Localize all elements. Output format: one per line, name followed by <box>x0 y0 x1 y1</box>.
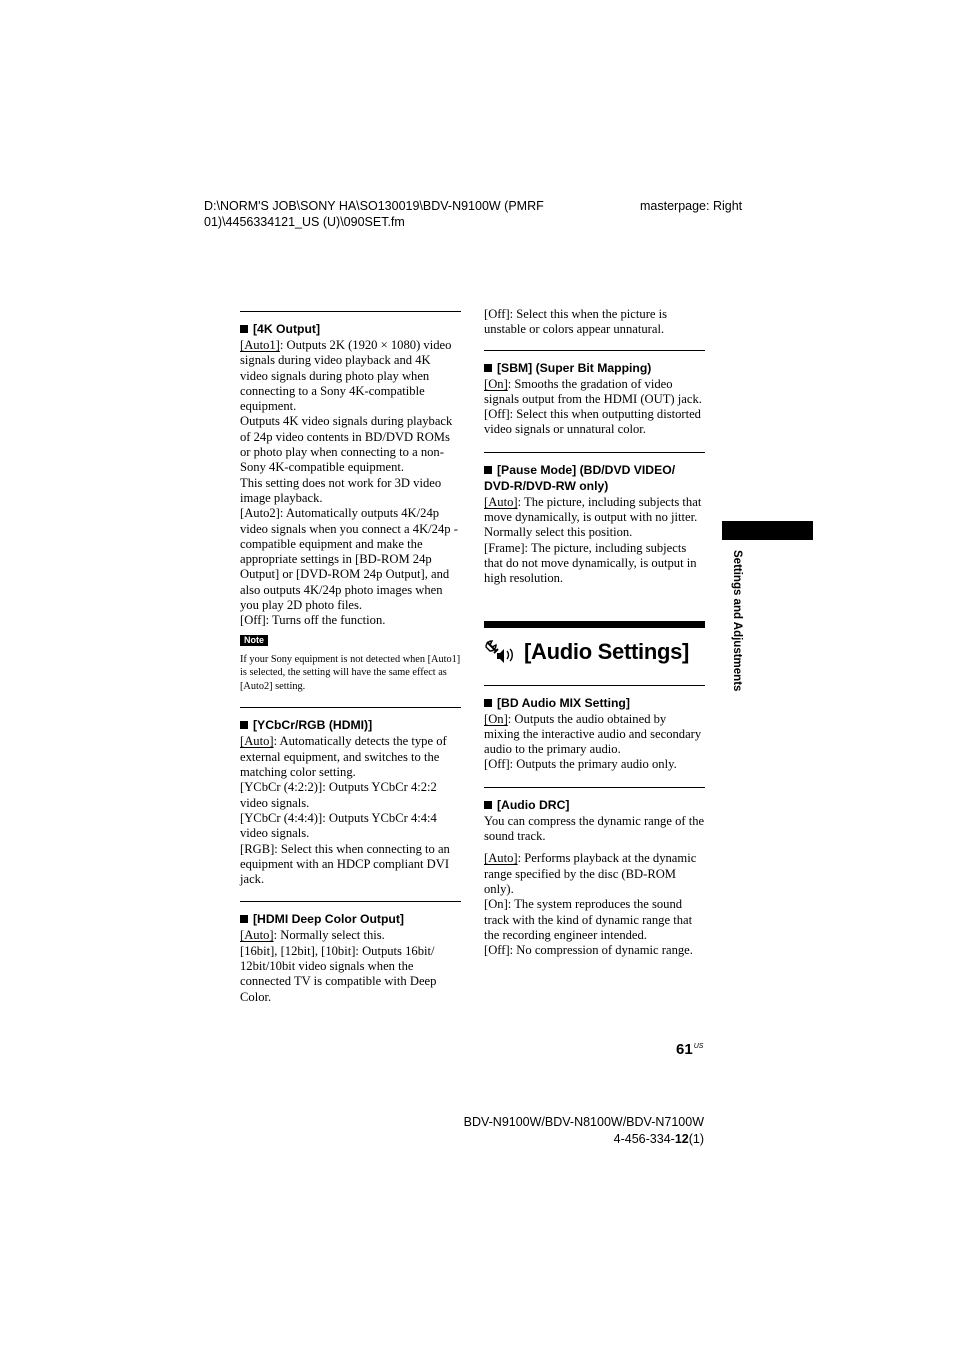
paragraph: [16bit], [12bit], [10bit]: Outputs 16bit/ 12bit/10bit video signals when the connected TV is compatible with Deep Color. <box>240 943 437 1004</box>
paragraph: This setting does not work for 3D video image playback. <box>240 475 442 505</box>
square-bullet-icon <box>484 364 492 372</box>
paragraph-continued: [Off]: Select this when the picture is unstable or colors appear unnatural. <box>484 307 668 337</box>
section-ycbcr-rgb <box>240 707 461 887</box>
right-column <box>484 307 705 972</box>
document-code: 4-456-334-12(1) <box>613 1132 704 1146</box>
paragraph: You can compress the dynamic range of the sound track. <box>484 813 705 844</box>
paragraph: [YCbCr (4:2:2)]: Outputs YCbCr 4:2:2 video signals. <box>240 780 437 810</box>
paragraph: [Auto1]: Outputs 2K (1920 × 1080) video signals during video playback and 4K video signals during photo play when connecting to a Sony 4K-compatible equipment. <box>240 338 452 414</box>
paragraph: [YCbCr (4:4:4)]: Outputs YCbCr 4:4:4 video signals. <box>240 810 437 841</box>
sidebar-tab-bar <box>722 521 813 540</box>
section-heading: [YCbCr/RGB (HDMI)] <box>240 717 461 733</box>
square-bullet-icon <box>484 801 492 809</box>
paragraph: [Auto]: Automatically detects the type of external equipment, and switches to the matching color setting. <box>240 734 447 780</box>
audio-settings-heading: [Audio Settings] <box>524 638 690 664</box>
left-column <box>240 311 461 1019</box>
square-bullet-icon <box>240 721 248 729</box>
paragraph: Outputs 4K video signals during playback of 24p video contents in BD/DVD ROMs or photo play when connecting to a non-Sony 4K-compatible equipment. <box>240 414 453 475</box>
paragraph: [Auto]: The picture, including subjects that move dynamically, is output with no jitter. Normally select this position. <box>484 494 702 540</box>
section-sbm <box>484 350 705 438</box>
section-heading: [HDMI Deep Color Output] <box>240 911 461 927</box>
page-number: $61^{US}$ <box>676 1041 704 1058</box>
section-pause-mode <box>484 452 705 587</box>
square-bullet-icon <box>484 699 492 707</box>
note-text: If your Sony equipment is not detected when [Auto1] is selected, the setting will have the same effect as [Auto2] setting. <box>240 653 461 692</box>
paragraph: [Off]: Outputs the primary audio only. <box>484 757 677 772</box>
paragraph: [Auto]: Performs playback at the dynamic range specified by the disc (BD-ROM only). <box>484 851 697 896</box>
paragraph: [Off]: No compression of dynamic range. <box>484 943 693 958</box>
section-heading: [4K Output] <box>240 321 461 337</box>
section-heading: [SBM] (Super Bit Mapping) <box>484 360 705 376</box>
square-bullet-icon <box>240 325 248 333</box>
file-path-line2: 01)\4456334121_US (U)\090SET.fm <box>204 215 405 229</box>
paragraph: [Auto2]: Automatically outputs 4K/24p video signals when you connect a 4K/24p -compatible equipment and make the appropriate settings in [BD-ROM 24p Output] or [DVD-ROM 24p Output], and also outputs 4K/24p photo images when you play 2D photo files. <box>240 506 458 613</box>
section-4k-output <box>240 311 461 693</box>
masterpage-label: masterpage: Right <box>640 199 743 213</box>
paragraph: [Off]: Turns off the function. <box>240 613 386 628</box>
section-heading: [BD Audio MIX Setting] <box>484 695 705 711</box>
paragraph: [On]: The system reproduces the sound track with the kind of dynamic range that the recording engineer intended. <box>484 897 693 942</box>
note-badge: Note <box>240 635 268 646</box>
paragraph: [Frame]: The picture, including subjects that do not move dynamically, is output in high resolution. <box>484 540 697 586</box>
sidebar-section-label: Settings and Adjustments <box>731 550 743 692</box>
square-bullet-icon <box>484 466 492 474</box>
section-audio-drc <box>484 787 705 959</box>
paragraph: [Off]: Select this when outputting distorted video signals or unnatural color. <box>484 407 701 437</box>
audio-settings-title <box>484 621 705 672</box>
paragraph: [Auto]: Normally select this. <box>240 928 385 943</box>
paragraph: [On]: Smooths the gradation of video signals output from the HDMI (OUT) jack. <box>484 376 702 406</box>
page-locale-suffix: US <box>693 1043 704 1050</box>
section-heading: [Pause Mode] (BD/DVD VIDEO/ DVD-R/DVD-RW only) <box>484 462 676 493</box>
section-heading: [Audio DRC] <box>484 797 705 813</box>
section-hdmi-deep-color <box>240 901 461 1004</box>
footer-models <box>464 1114 704 1148</box>
section-bd-audio-mix <box>484 685 705 773</box>
file-path-line1: D:\NORM'S JOB\SONY HA\SO130019\BDV-N9100W (PMRF <box>204 199 544 213</box>
paragraph: [RGB]: Select this when connecting to an equipment with an HDCP compliant DVI jack. <box>240 841 450 887</box>
file-path-header <box>204 198 544 230</box>
model-numbers: BDV-N9100W/BDV-N8100W/BDV-N7100W <box>463 1115 704 1129</box>
square-bullet-icon <box>240 915 248 923</box>
paragraph: [On]: Outputs the audio obtained by mixing the interactive audio and secondary audio to the primary audio. <box>484 711 702 757</box>
settings-speaker-icon <box>484 639 516 665</box>
